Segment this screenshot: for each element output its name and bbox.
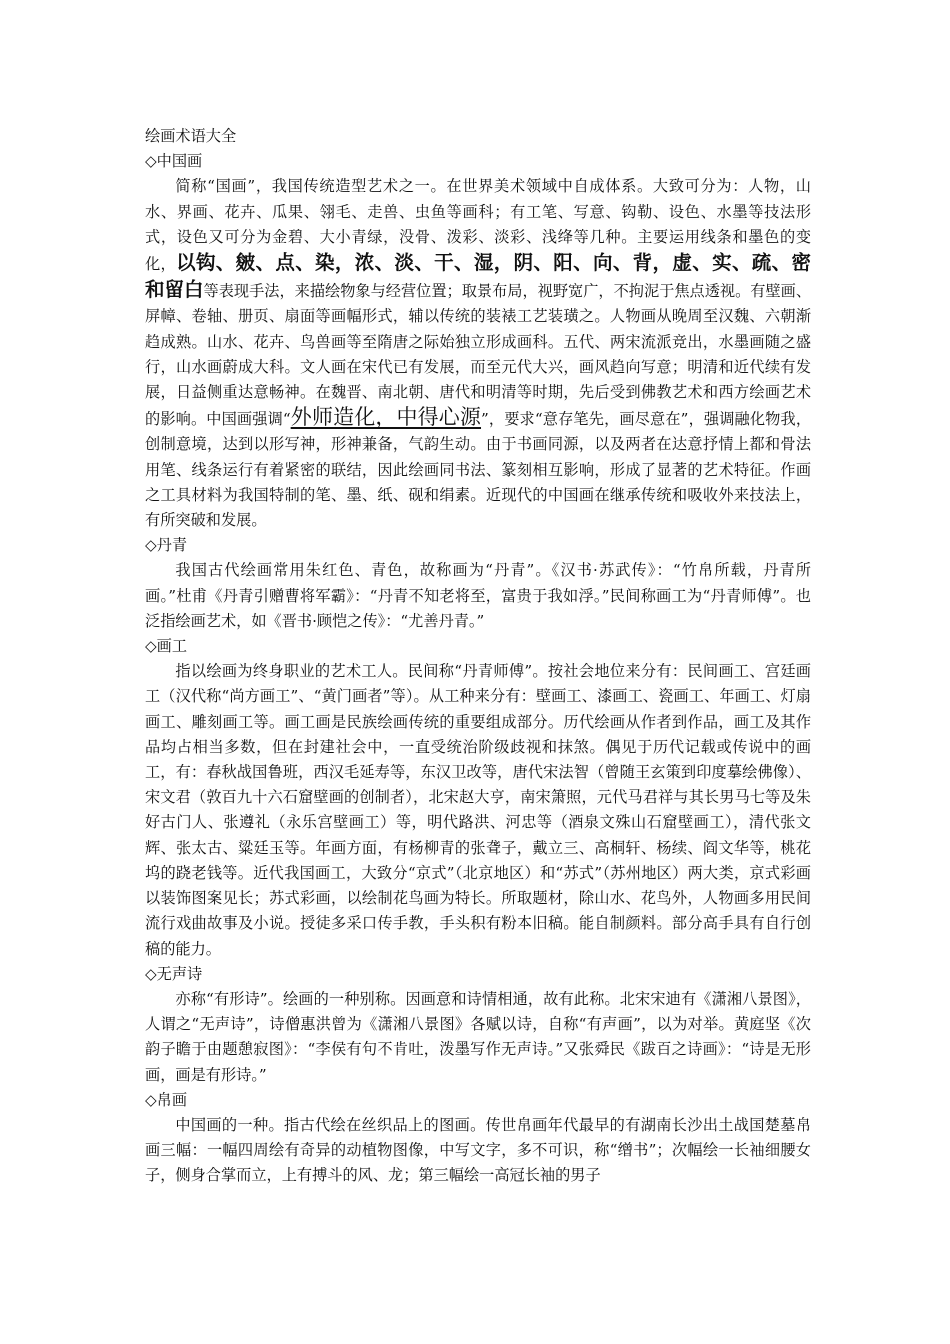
section-heading-wushengshi: ◇无声诗	[145, 964, 203, 983]
document-page	[145, 124, 811, 1189]
text-run: 等表现手法，来描绘物象与经营位置；取景布局，视野宽广，不拘泥于焦点透视。有壁画、屏幛、卷轴、册页、扇面等画幅形式，辅以传统的装裱工艺装璜之。人物画从晚周至汉魏、六朝渐趋成熟。山水、花卉、鸟兽画等至隋唐之际始独立形成画科。五代、两宋流派竞出，水墨画随之盛行，山水画蔚成大科。文人画在宋代已有发展，而至元代大兴，画风趋向写意；明清和近代续有发展，日益侧重达意畅神。在魏晋、南北朝、唐代和明清等时期，先后受到佛教艺术和西方绘画艺术的影响。中国画强调“	[145, 282, 812, 429]
emphasized-technique-list: 以钩、皴、点、染，浓、淡、干、湿，阴、阳、向、背，虚、实、疏、密和留白	[145, 251, 811, 302]
paragraph-huagong: 指以绘画为终身职业的艺术工人。民间称“丹青师傅”。按社会地位来分有：民间画工、宫廷画工（汉代称“尚方画工”、“黄门画者”等）。从工种来分有：壁画工、漆画工、瓷画工、年画工、灯扇画工、雕刻画工等。画工画是民族绘画传统的重要组成部分。历代绘画从作者到作品，画工及其作品均占相当多数，但在封建社会中，一直受统治阶级歧视和抹煞。偶见于历代记载或传说中的画工，有：春秋战国鲁班，西汉毛延寿等，东汉卫改等，唐代宋法智（曾随王玄策到印度摹绘佛像）、宋文君（敦百九十六石窟壁画的创制者），北宋赵大亨，南宋箫照，元代马君祥与其长男马七等及朱好古门人、张遵礼（永乐宫壁画工）等，明代路洪、河忠等（酒泉文殊山石窟壁画工），清代张文辉、张太古、粱廷玉等。年画方面，有杨柳青的张聋子，戴立三、高桐轩、杨续、阎文华等，桃花坞的跷老钱等。近代我国画工，大致分“京式”（北京地区）和“苏式”（苏州地区）两大类，京式彩画以装饰图案见长；苏式彩画，以绘制花鸟画为特长。所取题材，除山水、花鸟外，人物画多用民间流行戏曲故事及小说。授徒多采口传手教，手头积有粉本旧稿。能自制颜料。部分高手具有自行创稿的能力。	[145, 662, 811, 958]
text-run: 简称“国画”，我国传统造型艺术之一。在世界美术领域中自成体系。大致可分为：人物，山水、界画、花卉、瓜果、翎毛、走兽、虫鱼等画科；有工笔、写意、钩勒、设色、水墨等技法形式，设色又可分为金碧、大小青绿，没骨、泼彩、淡彩、浅绛等几种。主要运用线条和墨色的变化，	[145, 177, 811, 274]
section-heading-huagong: ◇画工	[145, 637, 188, 656]
paragraph-bohua: 中国画的一种。指古代绘在丝织品上的图画。传世帛画年代最早的有湖南长沙出土战国楚墓帛画三幅：一幅四周绘有奇异的动植物图像，中写文字，多不可识，称“缯书”；次幅绘一长袖细腰女子，侧身合掌而立，上有搏斗的风、龙；第三幅绘一高冠长袖的男子	[145, 1115, 811, 1185]
paragraph-zhongguohua	[145, 174, 811, 533]
section-heading-bohua: ◇帛画	[145, 1090, 188, 1109]
section-heading-danqing: ◇丹青	[145, 536, 188, 555]
document-title: 绘画术语大全	[145, 127, 237, 145]
paragraph-wushengshi: 亦称“有形诗”。绘画的一种别称。因画意和诗情相通，故有此称。北宋宋迪有《潇湘八景图》，人谓之“无声诗”，诗僧惠洪曾为《潇湘八景图》各赋以诗，自称“有声画”，以为对举。黄庭坚《次韵子瞻于由题憩寂图》：“李侯有句不肯吐，泼墨写作无声诗。”又张舜民《跋百之诗画》：“诗是无形画，画是有形诗。”	[145, 989, 811, 1084]
text-run: ”，要求“意存笔先，画尽意在”，强调融化物我，创制意境，达到以形写神，形神兼备，气韵生动。由于书画同源，以及两者在达意抒情上都和骨法用笔、线条运行有着紧密的联结，因此绘画同书法、篆刻相互影响，形成了显著的艺术特征。作画之工具材料为我国特制的笔、墨、纸、砚和绢素。近现代的中国画在继承传统和吸收外来技法上，有所突破和发展。	[145, 410, 812, 530]
emphasized-quote: 外师造化，中得心源	[290, 405, 482, 430]
paragraph-danqing: 我国古代绘画常用朱红色、青色，故称画为“丹青”。《汉书·苏武传》：“竹帛所载，丹青所画。”杜甫《丹青引赠曹将军霸》：“丹青不知老将至，富贵于我如浮。”民间称画工为“丹青师傅”。也泛指绘画艺术，如《晋书·顾恺之传》：“尤善丹青。”	[145, 561, 811, 630]
section-heading-zhongguohua: ◇中国画	[145, 152, 203, 171]
